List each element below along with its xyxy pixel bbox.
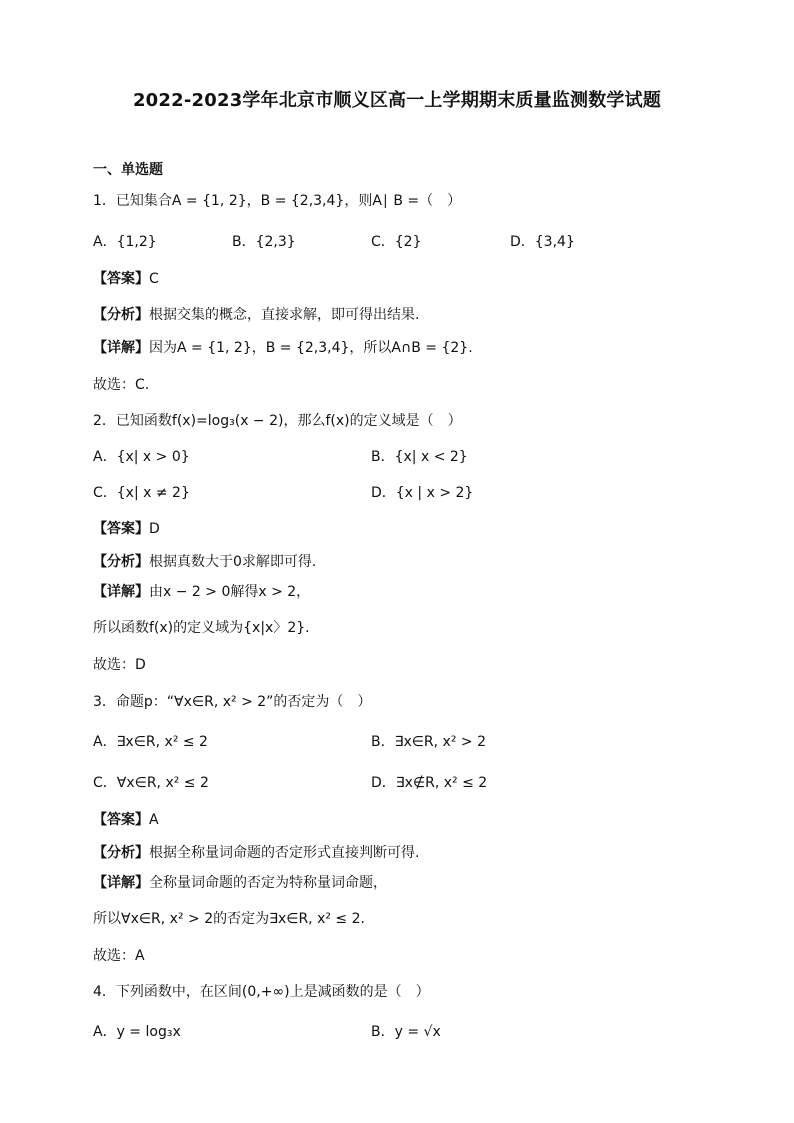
question-3-analysis	[93, 844, 419, 862]
question-4-stem: 4．下列函数中，在区间(0,+∞)上是减函数的是（ ）	[93, 984, 430, 1000]
question-4-option-a: A．y = log₃x	[93, 1024, 181, 1040]
answer-tag: 【答案】	[93, 271, 149, 287]
detail-text: 全称量词命题的否定为特称量词命题，	[149, 875, 387, 891]
question-1-option-a: A．{1,2}	[93, 234, 157, 250]
detail-tag: 【详解】	[93, 875, 149, 891]
question-3-detail-2: 所以∀x∈R, x² > 2的否定为∃x∈R, x² ≤ 2.	[93, 911, 365, 927]
detail-tag: 【详解】	[93, 340, 149, 356]
question-3-option-a: A．∃x∈R, x² ≤ 2	[93, 734, 208, 750]
question-1-answer	[93, 270, 159, 288]
answer-value: C	[149, 271, 159, 287]
question-2-detail-2: 所以函数f(x)的定义域为{x|x〉2}.	[93, 620, 310, 636]
question-1-choose: 故选：C.	[93, 377, 150, 393]
question-2-option-b: B．{x| x < 2}	[371, 449, 468, 465]
question-2-choose: 故选：D	[93, 657, 146, 673]
question-3-option-d: D．∃x∉R, x² ≤ 2	[371, 775, 488, 791]
question-3-choose: 故选：A	[93, 948, 145, 964]
answer-tag: 【答案】	[93, 521, 149, 537]
question-2-option-d: D．{x | x > 2}	[371, 485, 474, 501]
question-4-option-b: B．y = √x	[371, 1024, 441, 1040]
question-3-answer	[93, 811, 159, 829]
analysis-tag: 【分析】	[93, 307, 149, 323]
section-heading: 一、单选题	[93, 162, 163, 178]
answer-value: D	[149, 521, 160, 537]
detail-text: 因为A = {1, 2}，B = {2,3,4}，所以A∩B = {2}.	[149, 340, 473, 356]
question-3-stem: 3．命题p：“∀x∈R, x² > 2”的否定为（ ）	[93, 694, 372, 710]
question-1-stem: 1．已知集合A = {1, 2}，B = {2,3,4}，则A∣ B =（ ）	[93, 193, 462, 209]
question-1-analysis	[93, 306, 419, 324]
answer-value: A	[149, 812, 159, 828]
analysis-tag: 【分析】	[93, 554, 149, 570]
analysis-text: 根据全称量词命题的否定形式直接判断可得.	[149, 845, 420, 861]
answer-tag: 【答案】	[93, 812, 149, 828]
question-3-detail	[93, 874, 387, 892]
question-2-option-a: A．{x| x > 0}	[93, 449, 190, 465]
question-2-stem: 2．已知函数f(x)=log₃(x − 2)，那么f(x)的定义域是（ ）	[93, 413, 462, 429]
question-2-option-c: C．{x| x ≠ 2}	[93, 485, 190, 501]
question-1-option-d: D．{3,4}	[510, 234, 575, 250]
question-2-analysis	[93, 553, 316, 571]
question-1-option-c: C．{2}	[371, 234, 422, 250]
page-title: 2022-2023学年北京市顺义区高一上学期期末质量监测数学试题	[132, 90, 662, 111]
analysis-text: 根据交集的概念，直接求解，即可得出结果.	[149, 307, 420, 323]
question-1-option-b: B．{2,3}	[232, 234, 296, 250]
question-1-detail	[93, 339, 473, 357]
question-2-detail	[93, 583, 310, 601]
analysis-tag: 【分析】	[93, 845, 149, 861]
detail-tag: 【详解】	[93, 584, 149, 600]
analysis-text: 根据真数大于0求解即可得.	[149, 554, 317, 570]
question-3-option-c: C．∀x∈R, x² ≤ 2	[93, 775, 209, 791]
question-3-option-b: B．∃x∈R, x² > 2	[371, 734, 486, 750]
detail-text: 由x − 2 > 0解得x > 2，	[149, 584, 311, 600]
question-2-answer	[93, 520, 160, 538]
